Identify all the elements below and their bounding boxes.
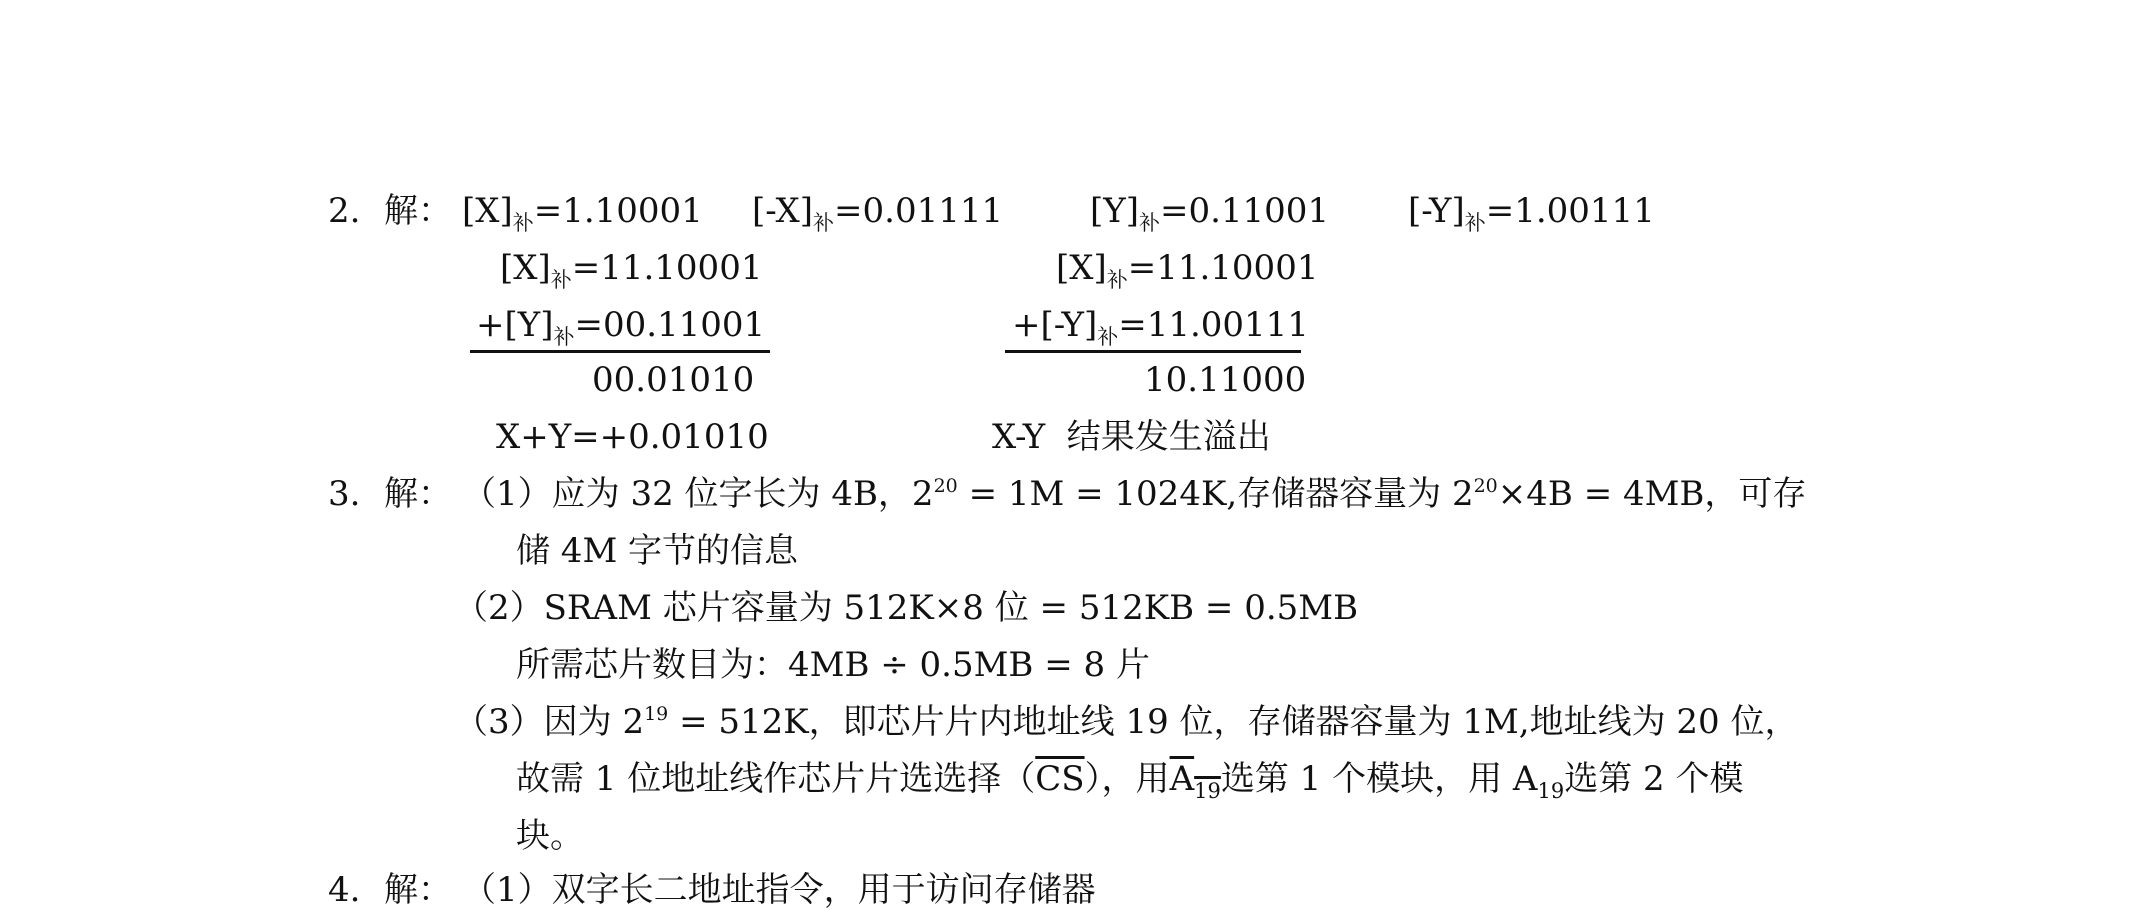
q2-y-complement: $[Y]_补=0.11001$: [1090, 191, 1330, 235]
cs-signal: $\overline{CS}$: [1035, 759, 1085, 799]
q2-x-complement: $[X]_补=1.10001$: [462, 191, 703, 235]
q2-sub-sum-rule: [1005, 350, 1301, 353]
q2-add-result: X+Y=+0.01010: [496, 417, 769, 457]
q2-add-operand-1: $[X]_补=11.10001$: [500, 248, 763, 292]
q2-neg-y-complement: $[-Y]_补=1.00111$: [1408, 191, 1655, 235]
q2-add-operand-2: $+[Y]_补=00.11001$: [476, 305, 766, 349]
q3-number: 3.: [328, 474, 361, 514]
q4-solution-label: 解：: [384, 870, 452, 910]
a19-inverted-signal: $A_{19}$: [1169, 759, 1221, 803]
q3-part1-line2: 储 4M 字节的信息: [516, 531, 799, 571]
q4-part1-line1: （1）双字长二地址指令，用于访问存储器: [462, 870, 1096, 910]
q2-add-sum-rule: [470, 350, 770, 353]
q2-sub-operand-1: $[X]_补=11.10001$: [1056, 248, 1319, 292]
q2-add-sum: 00.01010: [592, 360, 755, 400]
q2-neg-x-complement: $[-X]_补=0.01111$: [752, 191, 1004, 235]
q2-sub-result: X-Y 结果发生溢出: [992, 417, 1271, 457]
q3-part3-line2: 故需 1 位地址线作芯片片选选择$(\overline{CS})$，用$A_{19}$选第 1 个模块，用 $A_{19}$选第 2 个模: [516, 759, 1744, 803]
q2-sub-sum: 10.11000: [1144, 360, 1307, 400]
q3-part3-line3: 块。: [516, 816, 584, 856]
q3-part1-line1: （1）应为 32 位字长为 4B，$2^{20} = 1M = 1024K$,存储器容量为 $2^{20}\times 4B = 4MB$，可存: [462, 474, 1807, 514]
q3-solution-label: 解：: [384, 474, 452, 514]
q3-part2-line1: （2）SRAM 芯片容量为 512K×8 位 = 512KB = 0.5MB: [454, 588, 1359, 628]
q2-sub-operand-2: $+[-Y]_补=11.00111$: [1012, 305, 1309, 349]
q3-part2-line2: 所需芯片数目为：4MB ÷ 0.5MB = 8 片: [516, 645, 1150, 685]
q2-number: 2.: [328, 191, 361, 231]
q3-part3-line1: （3）因为 $2^{19} = 512K$，即芯片片内地址线 19 位，存储器容量为 1M,地址线为 20 位，: [454, 702, 1799, 742]
q4-number: 4.: [328, 870, 361, 910]
q2-solution-label: 解：: [384, 191, 452, 231]
